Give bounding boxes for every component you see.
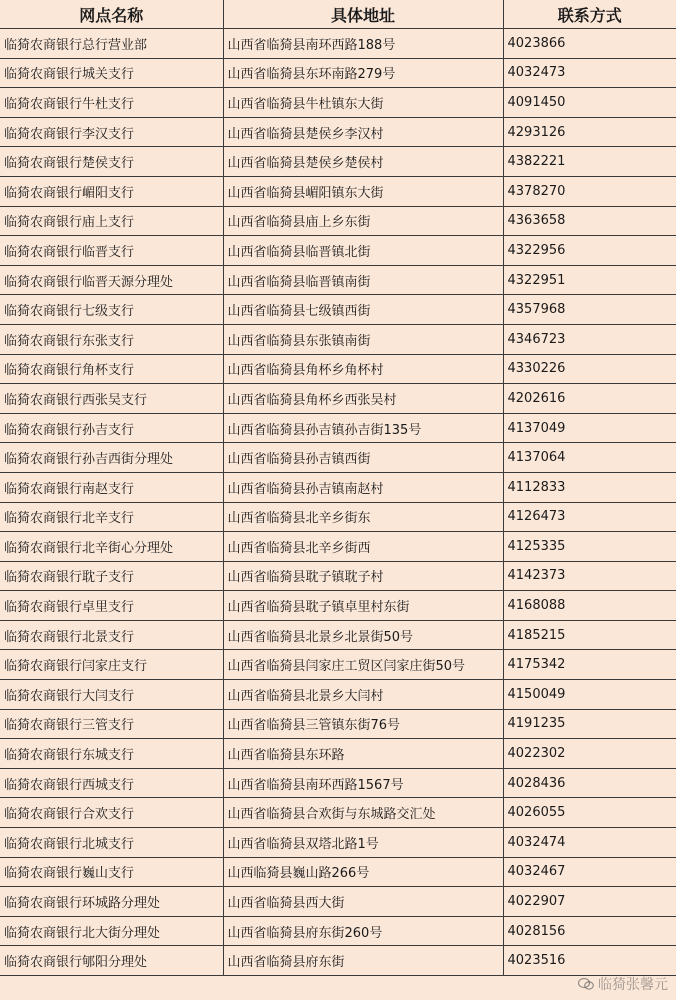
branch-name-cell: 临猗农商银行城关支行 — [0, 58, 223, 88]
phone-cell: 4028156 — [503, 916, 676, 946]
address-cell: 山西省临猗县东张镇南街 — [223, 324, 503, 354]
address-cell: 山西省临猗县东环路 — [223, 739, 503, 769]
branch-name-cell: 临猗农商银行西张吴支行 — [0, 384, 223, 414]
branch-name-cell: 临猗农商银行牛杜支行 — [0, 88, 223, 118]
address-cell: 山西省临猗县耽子镇耽子村 — [223, 561, 503, 591]
table-row — [0, 265, 676, 295]
address-cell: 山西省临猗县七级镇西街 — [223, 295, 503, 325]
phone-cell: 4185215 — [503, 620, 676, 650]
header-contact: 联系方式 — [503, 0, 676, 29]
phone-cell: 4382221 — [503, 147, 676, 177]
phone-cell: 4137064 — [503, 443, 676, 473]
table-row — [0, 946, 676, 976]
table-row — [0, 709, 676, 739]
address-cell: 山西省临猗县耽子镇卓里村东街 — [223, 591, 503, 621]
address-cell: 山西省临猗县庙上乡东街 — [223, 206, 503, 236]
address-cell: 山西省临猗县合欢街与东城路交汇处 — [223, 798, 503, 828]
phone-cell: 4125335 — [503, 532, 676, 562]
table-row — [0, 117, 676, 147]
branch-name-cell: 临猗农商银行大闫支行 — [0, 680, 223, 710]
address-cell: 山西省临猗县北辛乡街西 — [223, 532, 503, 562]
table-row — [0, 236, 676, 266]
table-row — [0, 620, 676, 650]
phone-cell: 4168088 — [503, 591, 676, 621]
branch-name-cell: 临猗农商银行北城支行 — [0, 828, 223, 858]
table-body — [0, 29, 676, 976]
address-cell: 山西省临猗县府东街260号 — [223, 916, 503, 946]
phone-cell: 4378270 — [503, 176, 676, 206]
branch-name-cell: 临猗农商银行孙吉支行 — [0, 413, 223, 443]
phone-cell: 4022302 — [503, 739, 676, 769]
branch-name-cell: 临猗农商银行北大街分理处 — [0, 916, 223, 946]
address-cell: 山西省临猗县孙吉镇孙吉街135号 — [223, 413, 503, 443]
address-cell: 山西临猗县巍山路266号 — [223, 857, 503, 887]
branch-name-cell: 临猗农商银行嵋阳支行 — [0, 176, 223, 206]
branch-name-cell: 临猗农商银行耽子支行 — [0, 561, 223, 591]
phone-cell: 4346723 — [503, 324, 676, 354]
branch-name-cell: 临猗农商银行北辛支行 — [0, 502, 223, 532]
phone-cell: 4028436 — [503, 768, 676, 798]
branch-name-cell: 临猗农商银行北辛街心分理处 — [0, 532, 223, 562]
table-row — [0, 29, 676, 59]
phone-cell: 4330226 — [503, 354, 676, 384]
phone-cell: 4112833 — [503, 472, 676, 502]
table-row — [0, 324, 676, 354]
address-cell: 山西省临猗县南环西路188号 — [223, 29, 503, 59]
table-row — [0, 650, 676, 680]
address-cell: 山西省临猗县楚侯乡李汉村 — [223, 117, 503, 147]
phone-cell: 4032473 — [503, 58, 676, 88]
table-row — [0, 88, 676, 118]
table-row — [0, 472, 676, 502]
branch-name-cell: 临猗农商银行郇阳分理处 — [0, 946, 223, 976]
phone-cell: 4142373 — [503, 561, 676, 591]
table-row — [0, 354, 676, 384]
table-row — [0, 502, 676, 532]
branch-name-cell: 临猗农商银行李汉支行 — [0, 117, 223, 147]
branch-name-cell: 临猗农商银行南赵支行 — [0, 472, 223, 502]
branch-name-cell: 临猗农商银行闫家庄支行 — [0, 650, 223, 680]
phone-cell: 4322951 — [503, 265, 676, 295]
branch-name-cell: 临猗农商银行卓里支行 — [0, 591, 223, 621]
address-cell: 山西省临猗县府东街 — [223, 946, 503, 976]
header-row — [0, 0, 676, 29]
table-row — [0, 147, 676, 177]
phone-cell: 4191235 — [503, 709, 676, 739]
header-address: 具体地址 — [223, 0, 503, 29]
phone-cell: 4126473 — [503, 502, 676, 532]
address-cell: 山西省临猗县北景乡北景街50号 — [223, 620, 503, 650]
branch-name-cell: 临猗农商银行巍山支行 — [0, 857, 223, 887]
table-row — [0, 857, 676, 887]
table-row — [0, 828, 676, 858]
branch-name-cell: 临猗农商银行角杯支行 — [0, 354, 223, 384]
address-cell: 山西省临猗县孙吉镇南赵村 — [223, 472, 503, 502]
branch-name-cell: 临猗农商银行临晋支行 — [0, 236, 223, 266]
table-row — [0, 561, 676, 591]
phone-cell: 4202616 — [503, 384, 676, 414]
branch-name-cell: 临猗农商银行环城路分理处 — [0, 887, 223, 917]
address-cell: 山西省临猗县孙吉镇西街 — [223, 443, 503, 473]
branch-name-cell: 临猗农商银行北景支行 — [0, 620, 223, 650]
address-cell: 山西省临猗县牛杜镇东大街 — [223, 88, 503, 118]
address-cell: 山西省临猗县嵋阳镇东大街 — [223, 176, 503, 206]
table-row — [0, 58, 676, 88]
phone-cell: 4032474 — [503, 828, 676, 858]
phone-cell: 4023516 — [503, 946, 676, 976]
address-cell: 山西省临猗县南环西路1567号 — [223, 768, 503, 798]
watermark-text: 临猗张馨元 — [598, 977, 668, 993]
branch-name-cell: 临猗农商银行东张支行 — [0, 324, 223, 354]
branch-name-cell: 临猗农商银行庙上支行 — [0, 206, 223, 236]
phone-cell: 4023866 — [503, 29, 676, 59]
branch-name-cell: 临猗农商银行临晋天源分理处 — [0, 265, 223, 295]
phone-cell: 4032467 — [503, 857, 676, 887]
address-cell: 山西省临猗县北景乡大闫村 — [223, 680, 503, 710]
table-row — [0, 443, 676, 473]
branch-name-cell: 临猗农商银行楚侯支行 — [0, 147, 223, 177]
address-cell: 山西省临猗县楚侯乡楚侯村 — [223, 147, 503, 177]
branch-name-cell: 临猗农商银行合欢支行 — [0, 798, 223, 828]
table-row — [0, 295, 676, 325]
watermark — [578, 974, 668, 994]
address-cell: 山西省临猗县临晋镇南街 — [223, 265, 503, 295]
branch-name-cell: 临猗农商银行三管支行 — [0, 709, 223, 739]
chat-bubble-icon — [578, 977, 594, 991]
phone-cell: 4363658 — [503, 206, 676, 236]
table-row — [0, 176, 676, 206]
table-row — [0, 680, 676, 710]
table-row — [0, 532, 676, 562]
address-cell: 山西省临猗县北辛乡街东 — [223, 502, 503, 532]
header-branch-name: 网点名称 — [0, 0, 223, 29]
table-row — [0, 887, 676, 917]
address-cell: 山西省临猗县角杯乡西张吴村 — [223, 384, 503, 414]
table-row — [0, 413, 676, 443]
address-cell: 山西省临猗县西大街 — [223, 887, 503, 917]
branch-name-cell: 临猗农商银行孙吉西街分理处 — [0, 443, 223, 473]
phone-cell: 4022907 — [503, 887, 676, 917]
table-row — [0, 798, 676, 828]
address-cell: 山西省临猗县三管镇东街76号 — [223, 709, 503, 739]
table-row — [0, 768, 676, 798]
address-cell: 山西省临猗县闫家庄工贸区闫家庄街50号 — [223, 650, 503, 680]
branch-name-cell: 临猗农商银行东城支行 — [0, 739, 223, 769]
phone-cell: 4026055 — [503, 798, 676, 828]
address-cell: 山西省临猗县双塔北路1号 — [223, 828, 503, 858]
phone-cell: 4357968 — [503, 295, 676, 325]
address-cell: 山西省临猗县临晋镇北街 — [223, 236, 503, 266]
phone-cell: 4150049 — [503, 680, 676, 710]
table-row — [0, 206, 676, 236]
phone-cell: 4293126 — [503, 117, 676, 147]
address-cell: 山西省临猗县东环南路279号 — [223, 58, 503, 88]
branch-name-cell: 临猗农商银行西城支行 — [0, 768, 223, 798]
address-cell: 山西省临猗县角杯乡角杯村 — [223, 354, 503, 384]
table-row — [0, 384, 676, 414]
phone-cell: 4175342 — [503, 650, 676, 680]
phone-cell: 4322956 — [503, 236, 676, 266]
branch-name-cell: 临猗农商银行总行营业部 — [0, 29, 223, 59]
table-row — [0, 591, 676, 621]
phone-cell: 4091450 — [503, 88, 676, 118]
table-row — [0, 916, 676, 946]
table-header — [0, 0, 676, 29]
table-row — [0, 739, 676, 769]
branch-name-cell: 临猗农商银行七级支行 — [0, 295, 223, 325]
phone-cell: 4137049 — [503, 413, 676, 443]
